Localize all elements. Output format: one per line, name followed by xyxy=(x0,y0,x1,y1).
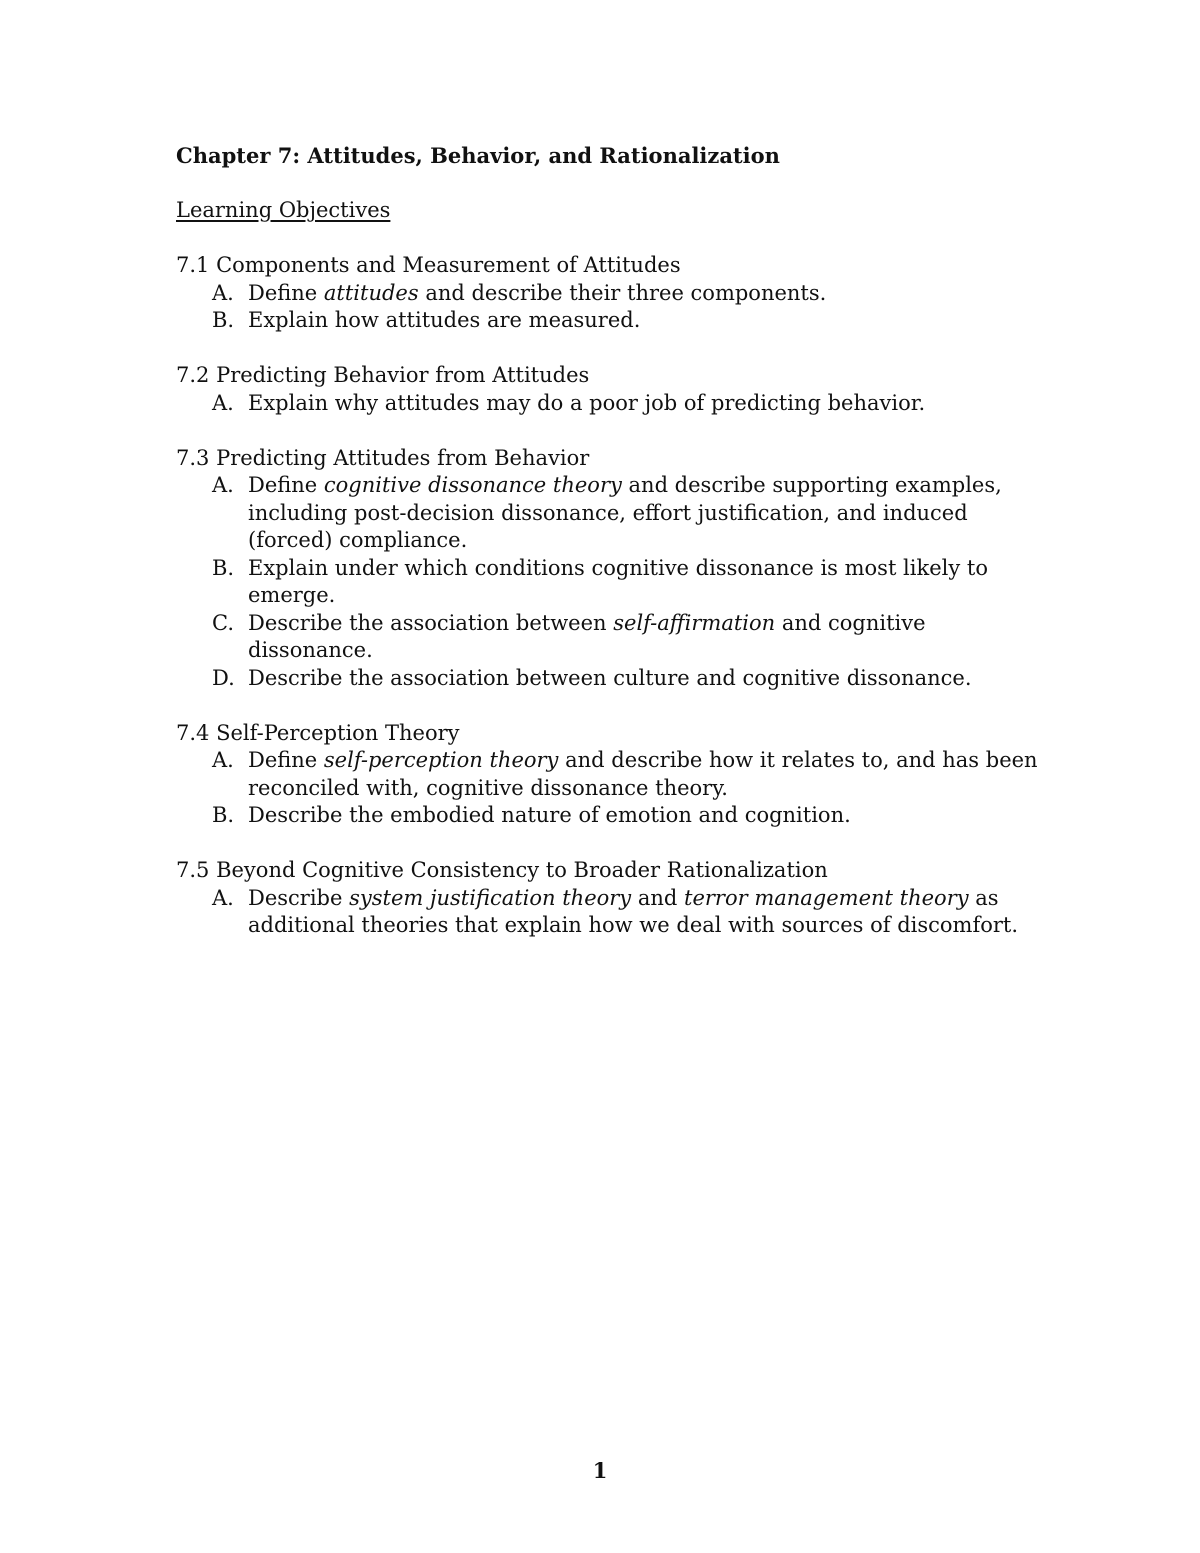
objective-list xyxy=(176,885,1056,940)
objective-text-segment: and describe their three components. xyxy=(418,280,827,305)
objective-text-segment: Define xyxy=(248,280,324,305)
learning-objectives-heading: Learning Objectives xyxy=(176,198,391,222)
objective-text-segment: Explain why attitudes may do a poor job of predicting behavior. xyxy=(248,390,926,415)
objective-letter: A. xyxy=(212,473,234,497)
objective-text-segment: Explain under which conditions cognitive dissonance is most likely to emerge. xyxy=(248,555,988,607)
objectives-sections xyxy=(176,252,1056,940)
objective-text xyxy=(248,391,925,415)
objective-item xyxy=(176,747,1056,802)
key-term: system justification theory xyxy=(349,885,632,910)
objective-text-segment: Define xyxy=(248,473,324,497)
objective-section xyxy=(176,857,1056,940)
key-term: self-affirmation xyxy=(613,610,776,635)
objective-text-segment: as additional theories that explain how we deal with sources of discomfort. xyxy=(248,885,1019,937)
objective-text xyxy=(248,803,851,827)
objective-letter: B. xyxy=(212,308,235,332)
objective-letter: A. xyxy=(212,748,234,772)
objective-letter: A. xyxy=(212,885,234,910)
page-number: 1 xyxy=(592,1458,608,1483)
objective-section xyxy=(176,362,1056,417)
objective-text-segment: and cognitive dissonance. xyxy=(248,610,926,662)
objective-text-segment: Describe the embodied nature of emotion and cognition. xyxy=(248,803,851,827)
objective-letter: B. xyxy=(212,555,235,580)
objective-section xyxy=(176,720,1056,830)
objective-item xyxy=(176,665,1056,693)
objective-item xyxy=(176,390,1056,418)
objective-text xyxy=(248,556,988,608)
objective-text-segment: Describe the association between culture and cognitive dissonance. xyxy=(248,665,972,690)
objective-list xyxy=(176,472,1056,692)
chapter-title: Chapter 7: Attitudes, Behavior, and Rationalization xyxy=(176,143,780,168)
objective-item xyxy=(176,802,1056,830)
objective-list xyxy=(176,390,1056,418)
section-heading: 7.5 Beyond Cognitive Consistency to Broader Rationalization xyxy=(176,858,828,882)
objective-text-segment: and xyxy=(631,885,685,910)
objective-text xyxy=(248,886,1018,938)
objective-item xyxy=(176,885,1056,940)
objective-section xyxy=(176,445,1056,693)
objective-text-segment: Explain how attitudes are measured. xyxy=(248,308,641,332)
objective-letter: A. xyxy=(212,280,234,305)
objective-letter: A. xyxy=(212,390,234,415)
objective-text xyxy=(248,748,1038,800)
objective-text-segment: Describe xyxy=(248,885,350,910)
key-term: cognitive dissonance theory xyxy=(323,473,622,497)
objective-letter: B. xyxy=(212,803,235,827)
section-heading: 7.4 Self-Perception Theory xyxy=(176,720,460,745)
document-content xyxy=(176,141,1056,940)
objective-text xyxy=(248,666,972,690)
objective-text xyxy=(248,281,826,305)
key-term: attitudes xyxy=(323,280,419,305)
objective-text xyxy=(248,611,926,663)
objective-item xyxy=(176,555,1056,610)
objective-text-segment: and describe how it relates to, and has been reconciled with, cognitive dissonance theory. xyxy=(248,748,1038,800)
section-heading: 7.3 Predicting Attitudes from Behavior xyxy=(176,445,590,470)
objective-item xyxy=(176,610,1056,665)
objective-text-segment: Describe the association between xyxy=(248,610,614,635)
objective-text xyxy=(248,473,1002,552)
objective-letter: D. xyxy=(212,665,235,690)
objective-list xyxy=(176,280,1056,335)
objective-item xyxy=(176,472,1056,555)
key-term: self-perception theory xyxy=(323,748,559,772)
objective-text-segment: Define xyxy=(248,748,324,772)
section-heading: 7.2 Predicting Behavior from Attitudes xyxy=(176,363,590,387)
objective-text xyxy=(248,308,640,332)
objective-section xyxy=(176,252,1056,335)
key-term: terror management theory xyxy=(684,885,969,910)
objective-item xyxy=(176,307,1056,335)
section-heading: 7.1 Components and Measurement of Attitudes xyxy=(176,253,681,277)
objective-text-segment: and describe supporting examples, including post-decision dissonance, effort justification, and induced (forced) compliance. xyxy=(248,473,1002,552)
objective-item xyxy=(176,280,1056,308)
objective-list xyxy=(176,747,1056,830)
objective-letter: C. xyxy=(212,610,234,635)
